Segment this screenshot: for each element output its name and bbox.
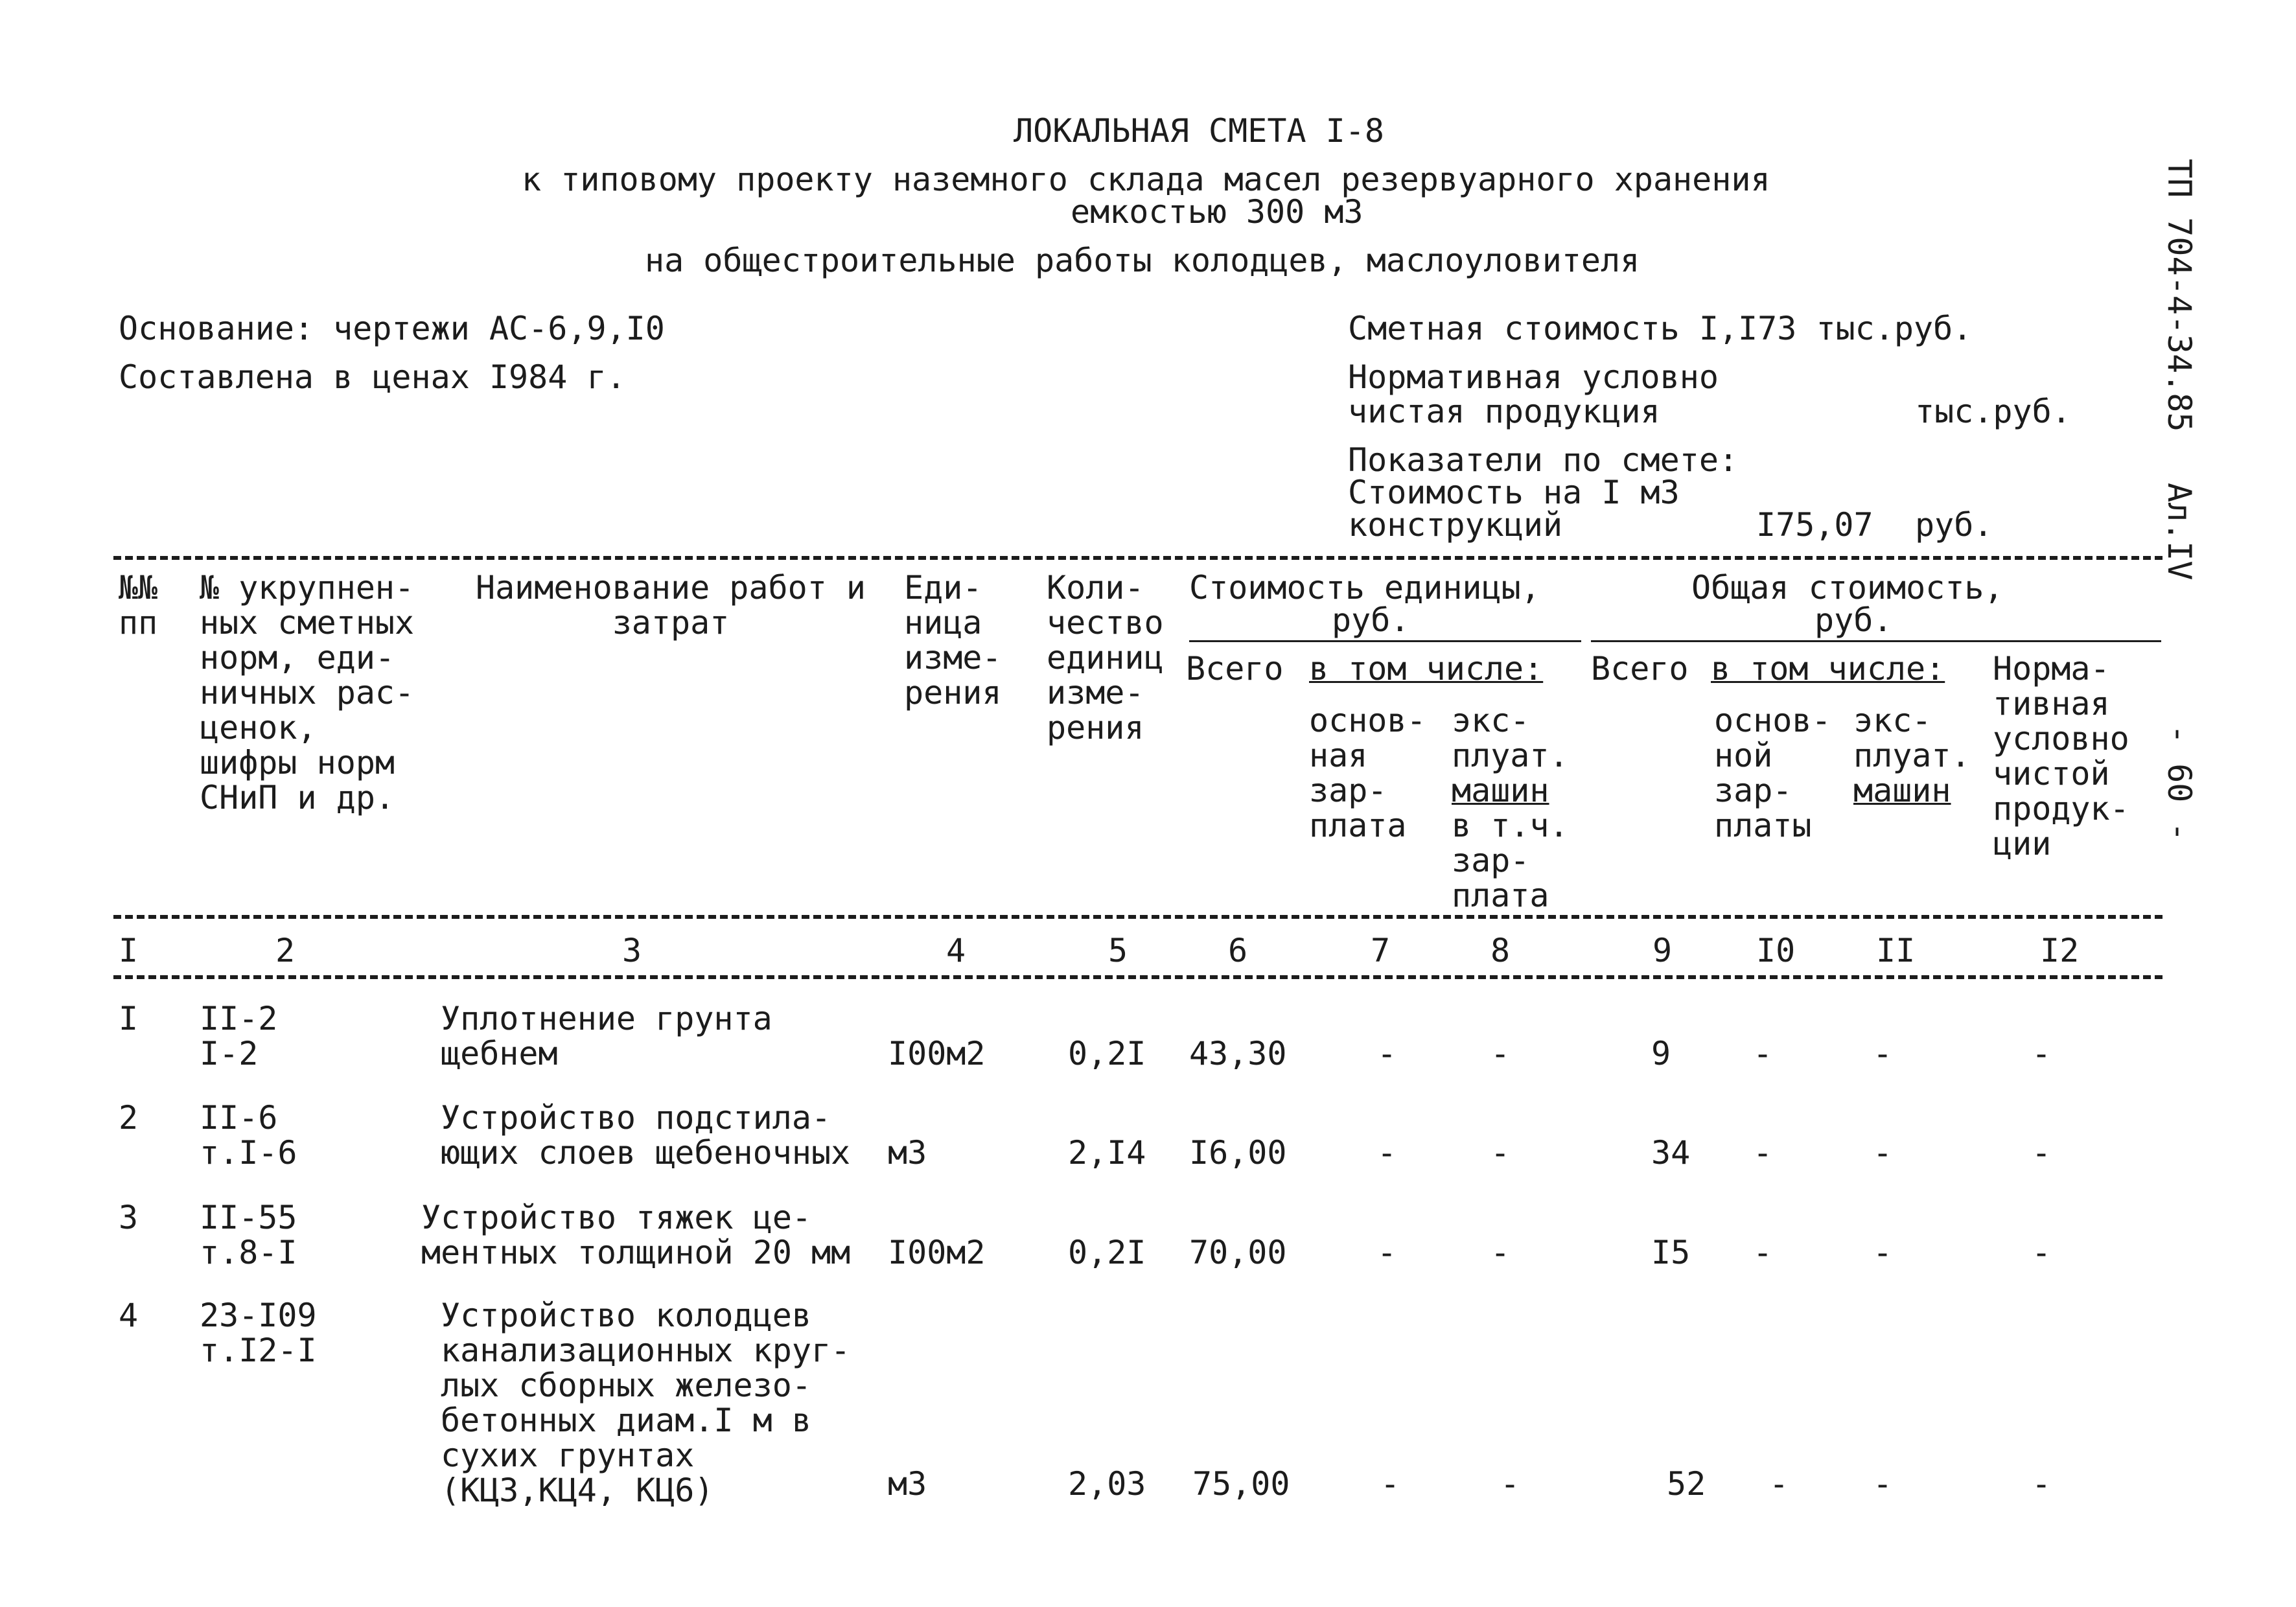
column-number-rule: [113, 975, 2163, 979]
row-unit: I00м2: [888, 1234, 986, 1271]
row-total-machines: -: [1873, 1465, 1893, 1503]
column-number: 3: [622, 932, 642, 969]
table-top-rule: [113, 556, 2163, 560]
row-unit-machines: -: [1490, 1234, 1511, 1271]
cost-per-m3-unit: руб.: [1915, 506, 1993, 544]
estimated-cost-line: Сметная стоимость I,I73 тыс.руб.: [1348, 310, 1973, 347]
row-net-product: -: [2032, 1465, 2052, 1503]
row-unit-wage: -: [1380, 1465, 1400, 1503]
total-cost-group-rule: [1591, 640, 2161, 642]
row-total: 52: [1667, 1465, 1706, 1503]
row-number: 3: [119, 1199, 139, 1236]
page-number-vertical: - 60 -: [2161, 724, 2198, 842]
column-number: 9: [1652, 932, 1673, 969]
header-unit-total: Всего: [1186, 650, 1284, 688]
row-number: 2: [119, 1099, 139, 1137]
project-code-vertical: ТП 704-4-34.85: [2161, 159, 2198, 432]
row-unit-wage: -: [1377, 1134, 1397, 1172]
row-unit-wage: -: [1377, 1035, 1397, 1072]
row-work-name: Устройство подстила- ющих слоев щебеночных: [441, 1099, 851, 1172]
document-subtitle: к типовому проекту наземного склада масел резервуарного хранения: [522, 161, 1770, 198]
column-number: I: [119, 932, 139, 969]
row-unit-machines: -: [1490, 1134, 1511, 1172]
column-number: 7: [1371, 932, 1391, 969]
cost-per-m3-label-1: Стоимость на I м3: [1348, 474, 1680, 511]
row-total-wage: -: [1753, 1035, 1773, 1072]
row-total-wage: -: [1753, 1234, 1773, 1271]
header-row-number: №№ пп: [119, 569, 158, 642]
row-total-wage: -: [1753, 1134, 1773, 1172]
row-net-product: -: [2032, 1134, 2052, 1172]
header-unit-including: в том числе:: [1309, 650, 1544, 688]
header-total-including: в том числе:: [1711, 650, 1945, 688]
header-unit-cost-rub: руб.: [1332, 601, 1410, 639]
row-work-name: Устройство колодцев канализационных круг- лых сборных железо- бетонных диам.I м в сухих грунтах (КЦ3,КЦ4, КЦ6): [441, 1297, 851, 1509]
header-unit-wage: основ- ная зар- плата: [1309, 702, 1426, 844]
header-bottom-rule: [113, 915, 2163, 919]
header-unit: Еди- ница изме- рения: [904, 569, 1002, 711]
column-number: 4: [946, 932, 966, 969]
header-unit-machines-underlined: машин: [1452, 772, 1549, 809]
row-total-machines: -: [1873, 1234, 1893, 1271]
column-number: 5: [1108, 932, 1128, 969]
header-unit-cost: Стоимость единицы,: [1189, 569, 1540, 607]
header-total-cost: Общая стоимость,: [1691, 569, 2004, 607]
album-vertical: Ал.IV: [2161, 483, 2198, 581]
row-norm-code: 23-I09 т.I2-I: [200, 1297, 317, 1369]
header-total-total: Всего: [1591, 650, 1689, 688]
row-number: I: [119, 1000, 139, 1037]
price-base-line: Составлена в ценах I984 г.: [119, 358, 626, 396]
column-number: 6: [1228, 932, 1248, 969]
net-product-label-1: Нормативная условно: [1348, 358, 1719, 396]
row-net-product: -: [2032, 1234, 2052, 1271]
document-title: ЛОКАЛЬНАЯ СМЕТА I-8: [1014, 112, 1384, 150]
column-number: I0: [1756, 932, 1796, 969]
header-work-name: Наименование работ и затрат: [475, 569, 866, 642]
header-total-wage: основ- ной зар- платы: [1714, 702, 1831, 844]
row-work-name: Устройство тяжек це- ментных толщиной 20 мм: [421, 1199, 851, 1271]
column-number: I2: [2040, 932, 2080, 969]
cost-per-m3-label-2: конструкций: [1348, 506, 1563, 544]
row-quantity: 2,03: [1068, 1465, 1146, 1503]
row-norm-code: II-55 т.8-I: [200, 1199, 297, 1271]
row-unit-price: 43,30: [1189, 1035, 1287, 1072]
row-unit: м3: [888, 1465, 927, 1503]
row-unit: I00м2: [888, 1035, 986, 1072]
row-total: 9: [1651, 1035, 1671, 1072]
document-subtitle-scope: на общестроительные работы колодцев, маслоуловителя: [645, 242, 1640, 279]
row-work-name: Уплотнение грунта щебнем: [441, 1000, 772, 1072]
row-unit-price: 75,00: [1192, 1465, 1290, 1503]
row-unit: м3: [888, 1134, 927, 1172]
row-unit-price: 70,00: [1189, 1234, 1287, 1271]
row-norm-code: II-2 I-2: [200, 1000, 278, 1072]
document-subtitle-capacity: емкостью 300 м3: [1071, 193, 1363, 231]
row-total: 34: [1651, 1134, 1691, 1172]
net-product-unit: тыс.руб.: [1915, 393, 2071, 430]
header-total-machines-underlined: машин: [1853, 772, 1951, 809]
header-unit-machines-wage: в т.ч. зар- плата: [1452, 807, 1569, 914]
column-number: 2: [275, 932, 296, 969]
row-unit-wage: -: [1377, 1234, 1397, 1271]
row-total: I5: [1651, 1234, 1691, 1271]
header-total-machines: экс- плуат.: [1853, 702, 1971, 774]
cost-per-m3-value: I75,07: [1756, 506, 1873, 544]
header-total-net-product: Норма- тивная условно чистой продук- ции: [1993, 650, 2129, 862]
column-number: II: [1876, 932, 1916, 969]
row-number: 4: [119, 1297, 139, 1334]
net-product-label-2: чистая продукция: [1348, 393, 1660, 430]
row-total-machines: -: [1873, 1134, 1893, 1172]
row-unit-price: I6,00: [1189, 1134, 1287, 1172]
row-norm-code: II-6 т.I-6: [200, 1099, 297, 1172]
header-quantity: Коли- чество единиц изме- рения: [1047, 569, 1164, 746]
header-unit-machines: экс- плуат.: [1452, 702, 1569, 774]
row-quantity: 0,2I: [1068, 1035, 1146, 1072]
row-total-wage: -: [1769, 1465, 1789, 1503]
column-number: 8: [1490, 932, 1511, 969]
header-total-cost-rub: руб.: [1815, 601, 1893, 639]
row-unit-machines: -: [1490, 1035, 1511, 1072]
row-total-machines: -: [1873, 1035, 1893, 1072]
indicators-label: Показатели по смете:: [1348, 441, 1739, 479]
row-unit-machines: -: [1500, 1465, 1520, 1503]
row-net-product: -: [2032, 1035, 2052, 1072]
row-quantity: 2,I4: [1068, 1134, 1146, 1172]
basis-line: Основание: чертежи АС-6,9,I0: [119, 310, 665, 347]
header-norm-code: № укрупнен- ных сметных норм, еди- ничных рас- ценок, шифры норм СНиП и др.: [200, 569, 415, 816]
row-quantity: 0,2I: [1068, 1234, 1146, 1271]
unit-cost-group-rule: [1189, 640, 1581, 642]
